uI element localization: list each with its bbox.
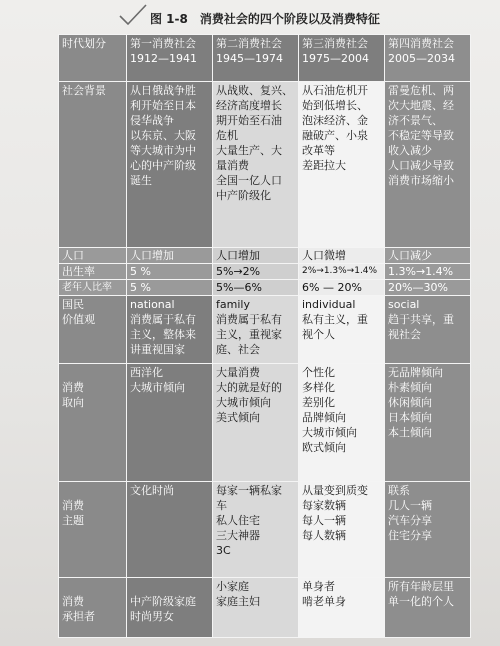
table-cell: 从战败、复兴、 经济高度增长 期开始至石油 危机 大量生产、大 量消费 全国一亿人口 中产阶级化 [213,82,299,248]
row-bearer [59,578,471,638]
row-label: 消费 承担者 [59,578,127,638]
table-cell: 从石油危机开 始到低增长、 泡沫经济、金 融破产、小泉 改革等 差距拉大 [299,82,385,248]
header-label-cell: 时代划分 [59,35,127,82]
table-cell: 小家庭 家庭主妇 [213,578,299,638]
row-label: 社会背景 [59,82,127,248]
row-birthrate [59,264,471,280]
table-cell: 从量变到质变 每家数辆 每人一辆 每人数辆 [299,482,385,578]
row-label: 消费 取向 [59,364,127,482]
row-elderly-ratio [59,280,471,296]
table-cell: 20%—30% [385,280,471,296]
table-cell: family 消费属于私有 主义，重视家 庭、社会 [213,296,299,364]
table-cell: 个性化 多样化 差别化 品牌倾向 大城市倾向 欧式倾向 [299,364,385,482]
header-stage-1: 第一消费社会 1912—1941 [127,35,213,82]
table-cell: 雷曼危机、两 次大地震、经 济不景气、 不稳定等导致 收入减少 人口减少导致 消费市场缩小 [385,82,471,248]
table-cell: 联系 几人一辆 汽车分享 住宅分享 [385,482,471,578]
table-cell: 5%—6% [213,280,299,296]
row-label: 出生率 [59,264,127,280]
row-label: 国民 价值观 [59,296,127,364]
row-label: 人口 [59,248,127,264]
table-cell: 从日俄战争胜 利开始至日本 侵华战争 以东京、大阪 等大城市为中 心的中产阶级 诞生 [127,82,213,248]
table-cell: 无品牌倾向 朴素倾向 休闲倾向 日本倾向 本土倾向 [385,364,471,482]
table-cell: 5 % [127,264,213,280]
header-stage-2: 第二消费社会 1945—1974 [213,35,299,82]
table-cell: 大量消费 大的就是好的 大城市倾向 美式倾向 [213,364,299,482]
table-cell: 中产阶级家庭 时尚男女 [127,578,213,638]
table-cell: 1.3%→1.4% [385,264,471,280]
table-cell: 2%→1.3%→1.4% [299,264,385,280]
table-cell: 单身者 啃老单身 [299,578,385,638]
row-label: 老年人比率 [59,280,127,296]
table-cell: individual 私有主义，重 视个人 [299,296,385,364]
header-row [59,35,471,82]
figure-caption [150,10,380,27]
table-cell: national 消费属于私有 主义，整体来 讲重视国家 [127,296,213,364]
header-stage-4: 第四消费社会 2005—2034 [385,35,471,82]
table-cell: 人口减少 [385,248,471,264]
figure-title: 消费社会的四个阶段以及消费特征 [199,12,380,26]
table-cell: 人口增加 [213,248,299,264]
header-stage-3: 第三消费社会 1975—2004 [299,35,385,82]
table-cell: 5 % [127,280,213,296]
row-label: 消费 主题 [59,482,127,578]
figure-number: 图 1-8 [150,12,188,26]
row-orientation [59,364,471,482]
table-cell: social 趋于共享，重 视社会 [385,296,471,364]
row-theme [59,482,471,578]
row-background [59,82,471,248]
table-cell: 文化时尚 [127,482,213,578]
table-cell: 所有年龄层里 单一化的个人 [385,578,471,638]
table-cell: 每家一辆私家 车 私人住宅 三大神器 3C [213,482,299,578]
row-population [59,248,471,264]
checkmark-icon [118,4,148,26]
table-cell: 人口增加 [127,248,213,264]
table-cell: 5%→2% [213,264,299,280]
table-cell: 6% — 20% [299,280,385,296]
consumer-society-table [58,34,471,638]
table-cell: 人口微增 [299,248,385,264]
row-values [59,296,471,364]
table-cell: 西洋化 大城市倾向 [127,364,213,482]
